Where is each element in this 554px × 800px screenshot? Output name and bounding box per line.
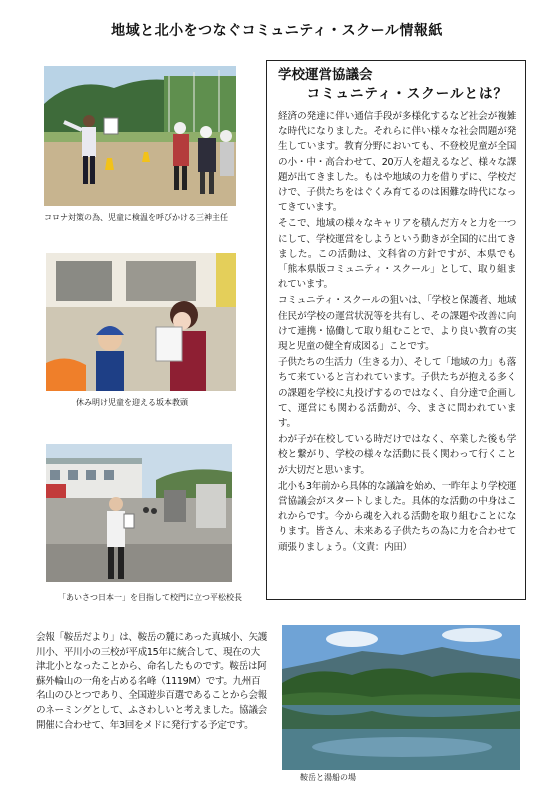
article-paragraph: そこで、地域の様々なキャリアを積んだ方々と力を一つにして、学校運営をしようという動きが全国的に出てきました。この活動は、文科省の方針ですが、本県でも「熊本県版コミュニティ・スクール」として、取り組まれています。: [278, 218, 516, 291]
newsletter-title: 地域と北小をつなぐコミュニティ・スクール情報紙: [111, 23, 443, 39]
article-paragraph: わが子が在校している時だけではなく、卒業した後も学校と繋がり、学校の様々な活動に長く関わって行くことが大切だと思います。: [278, 434, 516, 476]
photo-caption-principal-gate: 「あいさつ日本一」を目指して校門に立つ平松校長: [58, 593, 242, 602]
article-community-school: [266, 60, 526, 600]
newsletter-name-info: 会報「鞍岳だより」は、鞍岳の麓にあった真城小、矢護川小、平川小の三校が平成15年に統合して、現在の大津北小となったことから、命名したものです。鞍岳は阿蘇外輪山の一角を占める名峰（1119M）です。九州百名山のひとつであり、全国遊歩百選であることから会報のネーミングとして、ふさわしいと考えました。協議会開催に合わせて、年3回をメドに発行する予定です。: [36, 632, 267, 731]
photo-greeting-child: [46, 253, 236, 391]
article-paragraph: 北小も3年前から具体的な議論を始め、一昨年より学校運営協議会がスタートしました。具体的な活動の中身はこれからです。今から魂を入れる活動を取り組むことになります。皆さん、未来ある子供たちの為に力を合わせて頑張りましょう。（文責：内田）: [278, 480, 516, 553]
photo-caption-temperature-check: コロナ対策の為、児童に検温を呼びかける三神主任: [44, 213, 228, 222]
photo-mountain-lake: [282, 625, 520, 770]
article-paragraph: 経済の発達に伴い通信手段が多様化するなど社会が複雑な時代になりました。それらに伴い様々な社会問題が発生しています。教育分野においても、不登校児童が全国の小・中・高合わせて、20万人を超えるなど、様々な課題が出てきました。もはや地域の力を借りずに、学校だけで、子供たちをはぐくみ育てるのは困難な時代になってきています。: [278, 111, 516, 214]
photo-caption-mountain-lake: 鞍岳と湯船の場: [300, 773, 356, 782]
article-heading: 学校運営協議会: [278, 67, 373, 83]
article-subheading: コミュニティ・スクールとは？: [306, 86, 508, 102]
article-paragraph: コミュニティ・スクールの狙いは、「学校と保護者、地域住民が学校の運営状況等を共有し、その課題や改善に向けて連携・協働して取り組むことで、より良い教育の実現と児童の健全育成図る」ことです。: [278, 295, 516, 353]
photo-temperature-check: [44, 66, 236, 206]
article-body: [278, 109, 516, 555]
photo-caption-greeting-child: 休み明け児童を迎える坂本教頭: [76, 398, 188, 407]
article-paragraph: 子供たちの生活力（生きる力）、そして「地域の力」も落ちて来ていると言われています。子供たちが抱える多くの課題を学校に丸投げするのではなく、自分達で企画して、運営にも関わる活動が、今、まさに問われています。: [278, 357, 516, 430]
photo-principal-gate: [46, 444, 232, 582]
